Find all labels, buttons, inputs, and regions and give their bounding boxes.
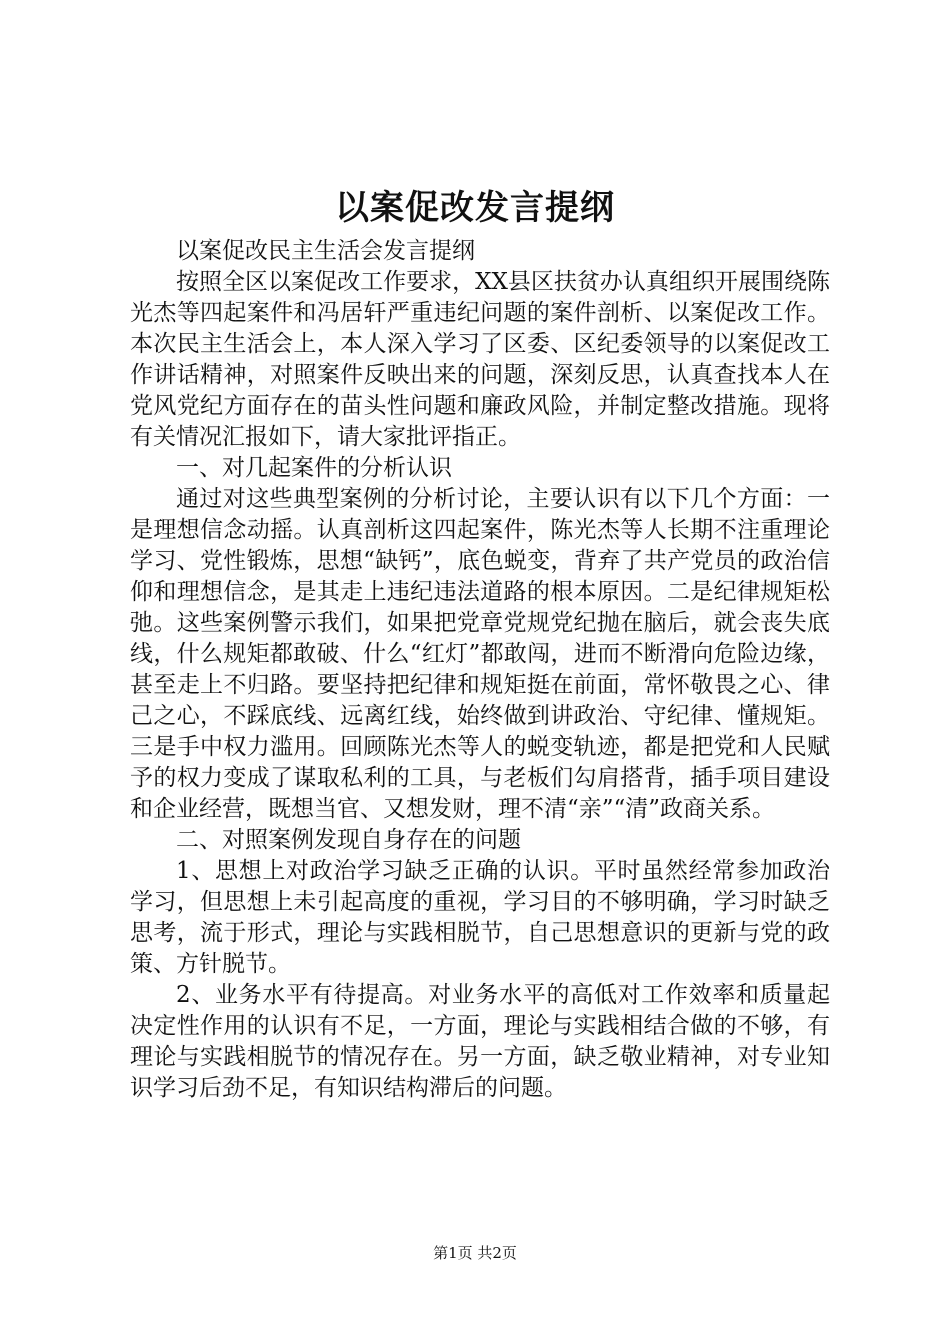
page-number-footer: 第1页 共2页: [433, 1244, 517, 1262]
problem-paragraph-2: 2、业务水平有待提高。对业务水平的高低对工作效率和质量起决定性作用的认识有不足，一方面，理论与实践相结合做的不够，有理论与实践相脱节的情况存在。另一方面，缺乏敬业精神，对专业知识学习后劲不足，有知识结构滞后的问题。: [130, 982, 830, 1101]
section-heading-1: 一、对几起案件的分析认识: [176, 455, 452, 481]
subtitle-paragraph: 以案促改民主生活会发言提纲: [176, 238, 475, 264]
document-body: [130, 236, 830, 1104]
analysis-paragraph: 通过对这些典型案例的分析讨论，主要认识有以下几个方面：一是理想信念动摇。认真剖析这四起案件，陈光杰等人长期不注重理论学习、党性锻炼，思想“缺钙”，底色蜕变，背弃了共产党员的政治信仰和理想信念，是其走上违纪违法道路的根本原因。二是纪律规矩松弛。这些案例警示我们，如果把党章党规党纪抛在脑后，就会丧失底线，什么规矩都敢破、什么“红灯”都敢闯，进而不断滑向危险边缘，甚至走上不归路。要坚持把纪律和规矩挺在前面，常怀敬畏之心、律己之心，不踩底线、远离红线，始终做到讲政治、守纪律、懂规矩。三是手中权力滥用。回顾陈光杰等人的蜕变轨迹，都是把党和人民赋予的权力变成了谋取私利的工具，与老板们勾肩搭背，插手项目建设和企业经营，既想当官、又想发财，理不清“亲”“清”政商关系。: [130, 486, 830, 822]
section-heading-2: 二、对照案例发现自身存在的问题: [176, 827, 521, 853]
problem-paragraph-1: 1、思想上对政治学习缺乏正确的认识。平时虽然经常参加政治学习，但思想上未引起高度的重视，学习目的不够明确，学习时缺乏思考，流于形式，理论与实践相脱节，自己思想意识的更新与党的政策、方针脱节。: [130, 858, 830, 977]
document-title: 以案促改发言提纲: [335, 188, 615, 228]
intro-paragraph: 按照全区以案促改工作要求，XX县区扶贫办认真组织开展围绕陈光杰等四起案件和冯居轩严重违纪问题的案件剖析、以案促改工作。本次民主生活会上，本人深入学习了区委、区纪委领导的以案促改工作讲话精神，对照案件反映出来的问题，深刻反思，认真查找本人在党风党纪方面存在的苗头性问题和廉政风险，并制定整改措施。现将有关情况汇报如下，请大家批评指正。: [130, 269, 830, 450]
